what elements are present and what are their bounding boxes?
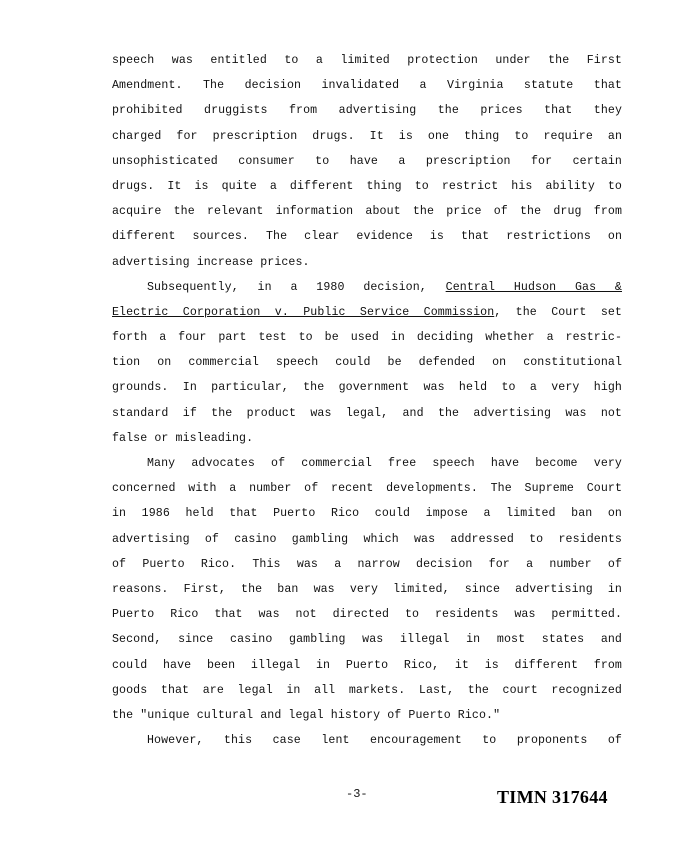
text-line: the "unique cultural and legal history of Puerto Rico." [112, 708, 501, 722]
page-number: -3- [346, 787, 368, 801]
text-line: different sources. The clear evidence is that restrictions on [112, 230, 622, 244]
text-line [112, 275, 622, 300]
case-citation: Central Hudson Gas & [445, 280, 622, 294]
text-line: reasons. First, the ban was very limited, since advertising in [112, 582, 622, 596]
text-line: concerned with a number of recent developments. The Supreme Court [112, 482, 622, 496]
case-citation: Electric Corporation v. Public Service Commission [112, 305, 495, 319]
text-segment: Subsequently, in a 1980 decision, [147, 280, 427, 294]
text-line: However, this case lent encouragement to proponents of [147, 734, 622, 748]
text-line: grounds. In particular, the government was held to a very high [112, 381, 622, 395]
text-line: Second, since casino gambling was illegal in most states and [112, 633, 622, 647]
text-line: charged for prescription drugs. It is one thing to require an [112, 129, 622, 143]
text-line: advertising of casino gambling which was addressed to residents [112, 532, 622, 546]
bates-number: TIMN 317644 [497, 787, 608, 807]
text-line: goods that are legal in all markets. Last, the court recognized [112, 683, 622, 697]
text-line: Many advocates of commercial free speech have become very [147, 457, 622, 470]
text-line: standard if the product was legal, and the advertising was not [112, 406, 622, 420]
text-line: speech was entitled to a limited protection under the First [112, 54, 622, 67]
text-line: could have been illegal in Puerto Rico, it is different from [112, 658, 622, 672]
text-segment: , the Court set [494, 305, 622, 319]
text-line: Puerto Rico that was not directed to residents was permitted. [112, 608, 622, 622]
text-line: of Puerto Rico. This was a narrow decision for a number of [112, 557, 622, 571]
text-line: drugs. It is quite a different thing to restrict his ability to [112, 179, 622, 193]
text-line: unsophisticated consumer to have a prescription for certain [112, 154, 622, 168]
text-line: tion on commercial speech could be defended on constitutional [112, 356, 622, 370]
text-line: prohibited druggists from advertising the prices that they [112, 104, 622, 118]
text-line: acquire the relevant information about the price of the drug from [112, 205, 622, 219]
text-line [112, 300, 622, 325]
body-text [112, 48, 622, 753]
text-line: forth a four part test to be used in deciding whether a restric- [112, 331, 622, 345]
text-line: in 1986 held that Puerto Rico could impose a limited ban on [112, 507, 622, 521]
text-line: Amendment. The decision invalidated a Virginia statute that [112, 79, 622, 93]
text-line: false or misleading. [112, 431, 254, 445]
text-line: advertising increase prices. [112, 255, 310, 269]
